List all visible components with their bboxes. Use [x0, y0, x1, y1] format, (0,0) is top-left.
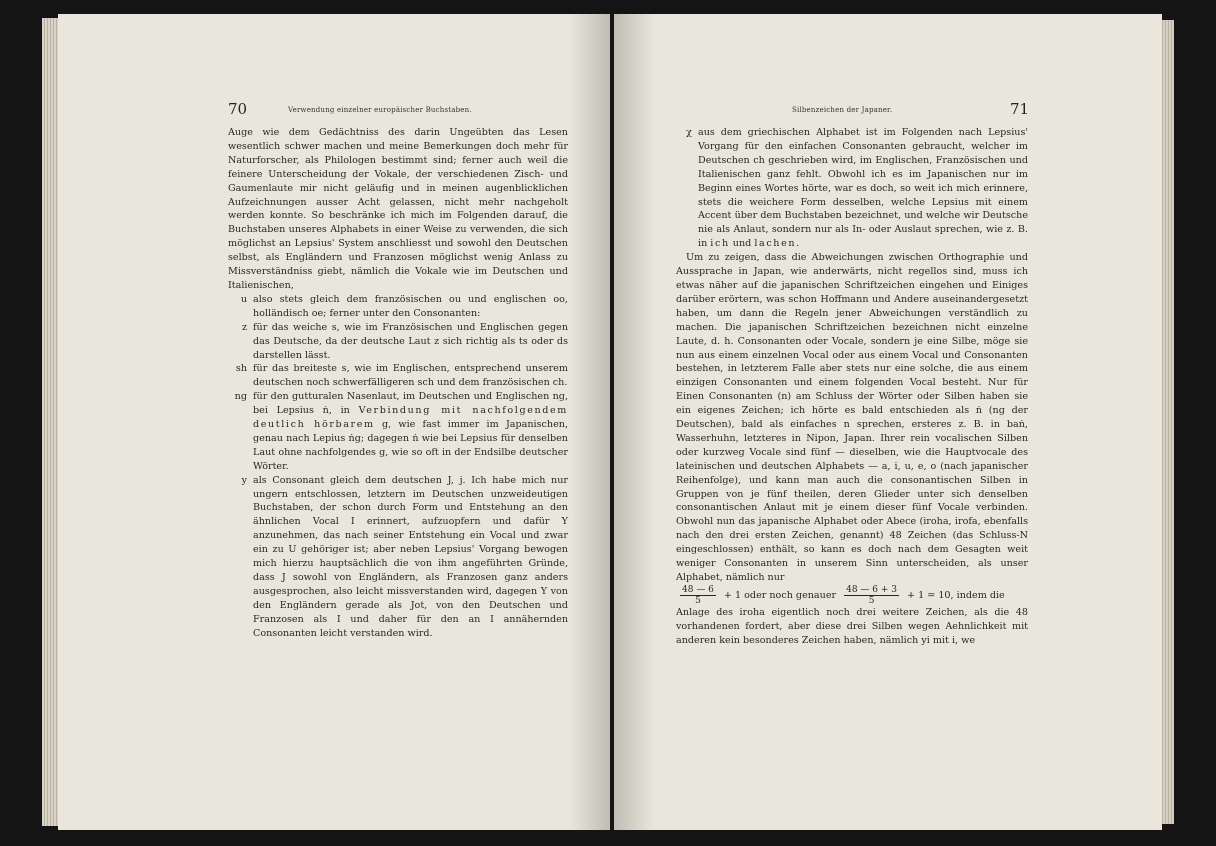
right-page — [614, 14, 1162, 830]
fraction-1 — [680, 585, 716, 606]
running-head: Verwendung einzelner europäischer Buchstaben. — [288, 106, 472, 114]
fraction-denominator: 5 — [695, 595, 701, 606]
page-number: 71 — [1010, 100, 1030, 118]
running-head: Silbenzeichen der Japaner. — [792, 106, 893, 114]
entry-key: ng — [234, 391, 247, 403]
entry-chi — [676, 126, 1028, 251]
fraction-numerator: 48 — 6 — [682, 584, 714, 595]
entry-u — [228, 293, 568, 321]
conjunction: und — [729, 238, 755, 250]
entry-text-spaced: Verbindung mit nachfolgendem deutlich hörbarem — [253, 405, 568, 431]
entry-key: y — [241, 474, 247, 486]
entry-key: u — [240, 293, 247, 305]
entry-text: also stets gleich dem französischen ou und englischen oo, holländisch oe; ferner unter den Consonanten: — [253, 293, 568, 319]
entry-text-start: für den gutturalen Nasenlaut, im Deutschen und Englischen ng, bei Lepsius ṅ, in — [253, 391, 568, 417]
intro-paragraph: Auge wie dem Gedächtniss des darin Ungeübten das Lesen wesentlich schwer machen und meine Bemerkungen doch mehr für Naturforscher, als Philologen bestimmt sind; ferner auch weil die feinere Unterscheidung der Vokale, der verschiedenen Zisch- und Gaumenlaute mir nicht geläufig und in meinen augenblicklichen Aufzeichnungen ausser Acht gelassen, nicht mehr nachgeholt werden konnte. So beschränke ich mich im Folgenden darauf, die Buchstaben unseres Alphabets in einer Weise zu verwenden, die sich möglichst an Lepsius' System anschliesst und sowohl den Deutschen selbst, als Engländern und Franzosen möglichst wenig Anlass zu Missverständniss giebt, nämlich die Vokale wie im Deutschen und Italienischen, — [228, 127, 568, 291]
fraction-denominator: 5 — [868, 595, 875, 606]
entry-text-end: g, wie fast immer im Japanischen, genau nach Lepius ṅg; dagegen ṅ wie bei Lepsius für denselben Laut ohne nachfolgendes g, wie so oft in der Endsilbe deutscher Wörter. — [253, 419, 568, 472]
formula-line — [676, 585, 1028, 606]
right-text-block — [676, 126, 1028, 648]
left-page-edges — [42, 18, 58, 826]
entry-ng — [228, 390, 568, 473]
entry-text — [698, 126, 1028, 251]
entry-key: z — [241, 321, 247, 333]
page-number: 70 — [228, 100, 248, 118]
closing-paragraph: Anlage des iroha eigentlich noch drei weitere Zeichen, als die 48 vorhandenen fordert, aber diese drei Silben wegen Aehnlichkeit mit anderen kein besonderes Zeichen haben, nämlich yi mit i, we — [676, 606, 1028, 646]
left-text-block — [228, 126, 568, 641]
entry-end: . — [796, 238, 800, 250]
example-word-ich: ich — [710, 238, 730, 250]
entry-sh — [228, 362, 568, 390]
left-page — [58, 14, 610, 830]
entry-text-start: aus dem griechischen Alphabet ist im Folgenden nach Lepsius' Vorgang für den einfachen Consonanten gebraucht, welcher im Deutschen ch geschrieben wird, im Englischen, Französischen und Italienischen ganz fehlt. Obwohl ich es im Japanischen nur im Beginn eines Wortes hörte, war es doch, so weit ich mich erinnere, stets die weichere Form desselben, welche Lepsius mit einem Accent über dem Buchstaben bezeichnet, und welche wir Deutsche nie als Anlaut, sondern nur als In- oder Auslaut sprechen, wie z. B. in — [698, 127, 1028, 250]
fraction-2 — [844, 585, 899, 606]
right-page-edges — [1162, 20, 1174, 824]
fraction-numerator: 48 — 6 + 3 — [846, 584, 897, 595]
entry-text: für das weiche s, wie im Französischen und Englischen gegen das Deutsche, da der deutsche Laut z sich richtig als ts oder ds darstellen lässt. — [253, 321, 568, 361]
entry-y — [228, 474, 568, 641]
formula-end: + 1 = 10, indem die — [907, 589, 1005, 601]
main-paragraph: Um zu zeigen, dass die Abweichungen zwischen Orthographie und Aussprache in Japan, wie anderwärts, nicht regellos sind, muss ich etwas näher auf die japanischen Schriftzeichen eingehen und Einiges darüber erörtern, was schon Hoffmann und Andere auseinandergesetzt haben, um dann die Regeln jener Abweichungen verständlich zu machen. Die japanischen Schriftzeichen bezeichnen nicht einzelne Laute, d. h. Consonanten oder Vocale, sondern je eine Silbe, möge sie nun aus einem einzelnen Vocal oder aus einem Vocal und Consonanten bestehen, in letzterem Falle aber stets nur eine solche, die aus einem einzigen Consonanten und einem folgenden Vocal besteht. Nur für Einen Consonanten (n) am Schluss der Wörter oder Silben haben sie ein eigenes Zeichen; ich hörte es bald entschieden als ṅ (ng der Deutschen), bald als einfaches n sprechen, ersteres z. B. in baṅ, Wasserhuhn, letzteres in Nipon, Japan. Ihrer rein vocalischen Silben oder kurzweg Vocale sind fünf — dieselben, wie die Hauptvocale des lateinischen und deutschen Alphabets — a, i, u, e, o (nach japanischer Reihenfolge), und kann man auch die consonantischen Silben in Gruppen von je fünf theilen, deren Glieder unter sich denselben consonantischen Anlaut mit je einem dieser fünf Vocale verbinden. Obwohl nun das japanische Alphabet oder Abece (iroha, irofa, ebenfalls nach den drei ersten Zeichen, genannt) 48 Zeichen (das Schluss-N eingeschlossen) enthält, so kann es doch nach dem Gesagten weit weniger Consonanten in unserem Sinn unterscheiden, als unser Alphabet, nämlich nur — [676, 252, 1028, 583]
formula-middle: + 1 oder noch genauer — [723, 589, 837, 601]
entry-key: sh — [235, 363, 247, 375]
entry-z — [228, 321, 568, 363]
gutter-shadow — [570, 14, 610, 830]
gutter-shadow — [614, 14, 654, 830]
entry-text: als Consonant gleich dem deutschen J, j. Ich habe mich nur ungern entschlossen, letztern im Deutschen unzweideutigen Buchstaben, der schon durch Form und Entstehung an den ähnlichen Vocal I erinnert, aufzuopfern und dafür Y anzunehmen, das nach seiner Entstehung ein Vocal und zwar ein zu U gehöriger ist; aber neben Lepsius' Vorgang bewogen mich hierzu hauptsächlich die von ihm angeführten Gründe, dass J sowohl von Engländern, als Franzosen ganz anders ausgesprochen, also leicht missverstanden wird, dagegen Y von den Engländern gerade als Jot, von den Deutschen und Franzosen als I und daher für den an I annähernden Consonanten leicht verstanden wird. — [253, 474, 568, 639]
entry-text: für das breiteste s, wie im Englischen, entsprechend unserem deutschen noch schwerfälligeren sch und dem französischen ch. — [253, 363, 568, 389]
example-word-lachen: lachen — [754, 238, 797, 250]
entry-text — [253, 390, 568, 473]
entry-key: χ — [686, 127, 692, 138]
